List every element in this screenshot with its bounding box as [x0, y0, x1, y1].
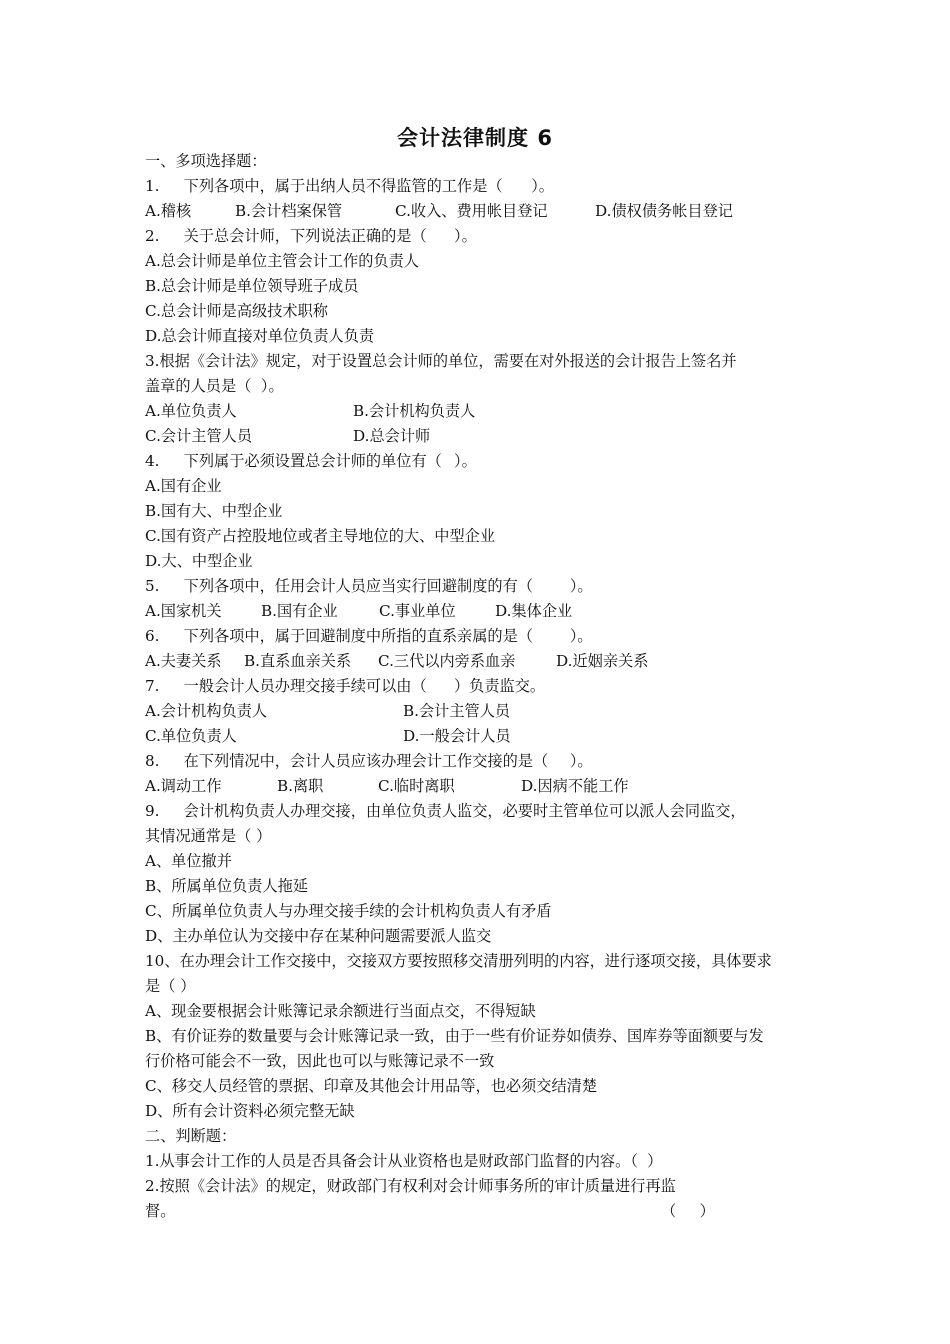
question-5-stem: 5. 下列各项中，任用会计人员应当实行回避制度的有（ ）。	[145, 577, 593, 595]
option-c: C.临时离职	[378, 777, 455, 795]
question-5-options	[145, 599, 745, 623]
question-7-options-row-2	[145, 724, 745, 748]
question-4-option-d: D.大、中型企业	[145, 552, 253, 570]
question-1-stem: 1. 下列各项中，属于出纳人员不得监管的工作是（ ）。	[145, 177, 554, 195]
judgment-2-line-2	[145, 1199, 725, 1223]
question-8-options	[145, 774, 745, 798]
question-7-options-row-1	[145, 699, 745, 723]
option-b: B.直系血亲关系	[244, 652, 352, 670]
option-d: D.集体企业	[495, 602, 573, 620]
question-10-option-b-line-2: 行价格可能会不一致，因此也可以与账簿记录不一致	[145, 1052, 495, 1070]
question-10-option-d: D、所有会计资料必须完整无缺	[145, 1102, 355, 1120]
option-d: D.一般会计人员	[403, 727, 511, 745]
section-heading-true-false: 二、判断题：	[145, 1127, 237, 1145]
option-b: B.国有企业	[261, 602, 338, 620]
question-6-options	[145, 649, 765, 673]
question-9-option-b: B、所属单位负责人拖延	[145, 877, 309, 895]
option-a: A.会计机构负责人	[145, 702, 268, 720]
question-9-option-d: D、主办单位认为交接中存在某种问题需要派人监交	[145, 927, 492, 945]
question-9-option-a: A、单位撤并	[145, 852, 232, 870]
option-c: C.三代以内旁系血亲	[378, 652, 516, 670]
question-2-option-c: C.总会计师是高级技术职称	[145, 302, 328, 320]
question-2-option-a: A.总会计师是单位主管会计工作的负责人	[145, 252, 419, 270]
option-b: B.会计机构负责人	[353, 402, 476, 420]
option-a: A.调动工作	[145, 777, 222, 795]
option-a: A.国家机关	[145, 602, 222, 620]
option-b: B.会计主管人员	[403, 702, 511, 720]
question-4-option-a: A.国有企业	[145, 477, 222, 495]
question-10-option-c: C、移交人员经管的票据、印章及其他会计用品等，也必须交结清楚	[145, 1077, 598, 1095]
question-3-stem-line-1: 3.根据《会计法》规定，对于设置总会计师的单位，需要在对外报送的会计报告上签名并	[145, 352, 737, 370]
question-1-options	[145, 199, 845, 223]
option-a: A.夫妻关系	[145, 652, 222, 670]
question-10-option-b-line-1: B、有价证券的数量要与会计账簿记录一致，由于一些有价证券如债券、国库券等面额要与发	[145, 1027, 764, 1045]
option-c: C.事业单位	[379, 602, 456, 620]
question-10-stem-line-1: 10、在办理会计工作交接中，交接双方要按照移交清册列明的内容，进行逐项交接，具体要求	[145, 952, 772, 970]
question-3-options-row-2	[145, 424, 745, 448]
option-d: D.债权债务帐目登记	[595, 202, 733, 220]
question-2-option-b: B.总会计师是单位领导班子成员	[145, 277, 359, 295]
question-9-option-c: C、所属单位负责人与办理交接手续的会计机构负责人有矛盾	[145, 902, 552, 920]
option-d: D.因病不能工作	[521, 777, 629, 795]
question-2-option-d: D.总会计师直接对单位负责人负责	[145, 327, 375, 345]
question-9-stem-line-1: 9. 会计机构负责人办理交接，由单位负责人监交，必要时主管单位可以派人会同监交，	[145, 802, 746, 820]
question-2-stem: 2. 关于总会计师，下列说法正确的是（ ）。	[145, 227, 477, 245]
option-c: C.单位负责人	[145, 727, 237, 745]
option-d: D.近姻亲关系	[556, 652, 649, 670]
option-c: C.收入、费用帐目登记	[395, 202, 548, 220]
option-c: C.会计主管人员	[145, 427, 253, 445]
question-4-stem: 4. 下列属于必须设置总会计师的单位有（ ）。	[145, 452, 477, 470]
question-6-stem: 6. 下列各项中，属于回避制度中所指的直系亲属的是（ ）。	[145, 627, 593, 645]
option-a: A.单位负责人	[145, 402, 237, 420]
question-3-stem-line-2: 盖章的人员是（ ）。	[145, 377, 284, 395]
question-8-stem: 8. 在下列情况中，会计人员应该办理会计工作交接的是（ ）。	[145, 752, 593, 770]
judgment-2-text: 督。	[145, 1202, 176, 1220]
question-9-stem-line-2: 其情况通常是（ ）	[145, 827, 272, 845]
question-10-option-a: A、现金要根据会计账簿记录余额进行当面点交，不得短缺	[145, 1002, 536, 1020]
judgment-1: 1.从事会计工作的人员是否具备会计从业资格也是财政部门监督的内容。（ ）	[145, 1152, 663, 1170]
page-title: 会计法律制度 6	[397, 126, 553, 150]
question-3-options-row-1	[145, 399, 745, 423]
answer-bracket: （ ）	[661, 1202, 715, 1220]
judgment-2-line-1: 2.按照《会计法》的规定，财政部门有权利对会计师事务所的审计质量进行再监	[145, 1177, 676, 1195]
question-4-option-c: C.国有资产占控股地位或者主导地位的大、中型企业	[145, 527, 496, 545]
question-4-option-b: B.国有大、中型企业	[145, 502, 283, 520]
section-heading-multiple-choice: 一、多项选择题：	[145, 152, 267, 170]
question-7-stem: 7. 一般会计人员办理交接手续可以由（ ）负责监交。	[145, 677, 546, 695]
option-a: A.稽核	[145, 202, 192, 220]
option-d: D.总会计师	[353, 427, 431, 445]
option-b: B.会计档案保管	[235, 202, 343, 220]
option-b: B.离职	[277, 777, 324, 795]
question-10-stem-line-2: 是（ ）	[145, 977, 196, 995]
